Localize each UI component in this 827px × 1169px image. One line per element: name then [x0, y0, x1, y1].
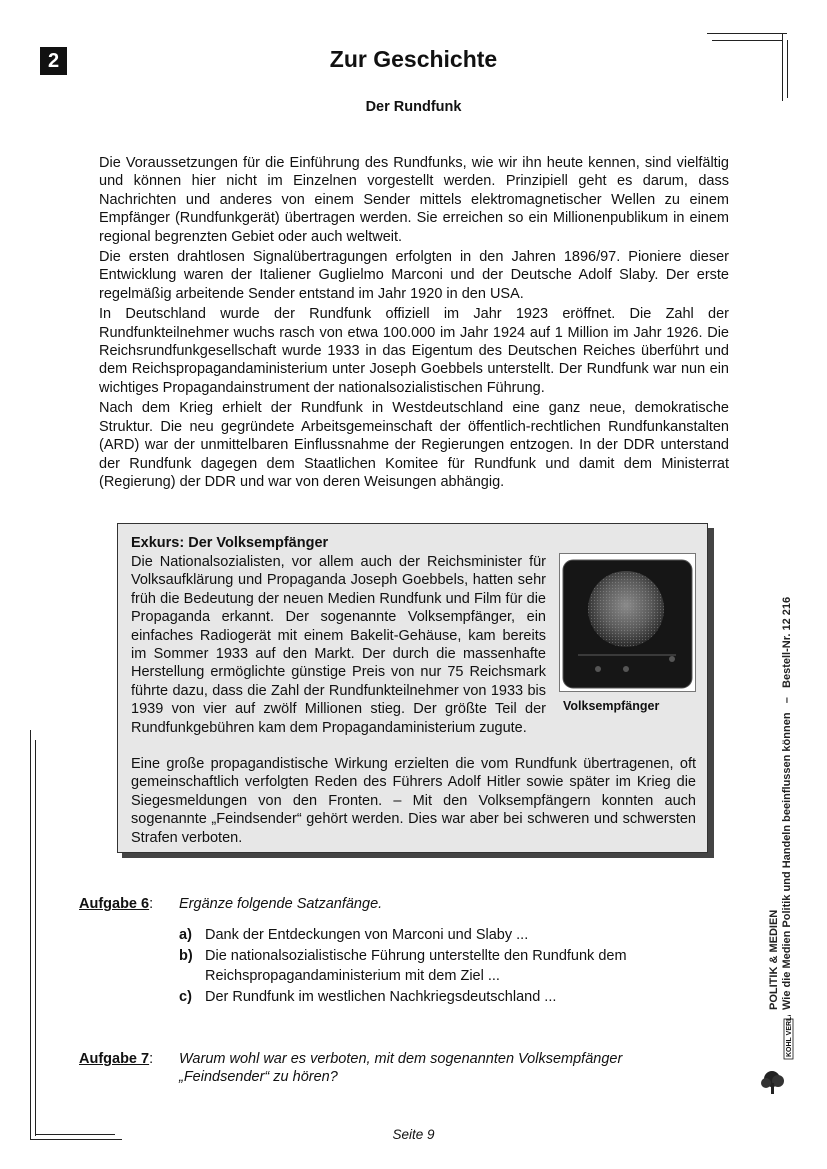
corner-line — [35, 740, 36, 1136]
volksempfaenger-image — [559, 553, 696, 692]
sidebar-series: POLITIK & MEDIEN — [768, 909, 780, 1010]
task6-label: Aufgabe 6 — [79, 896, 150, 912]
task7-instruction-line: Warum wohl war es verboten, mit dem sogenannten Volksempfänger — [179, 1051, 623, 1067]
paragraph: In Deutschland wurde der Rundfunk offiziell im Jahr 1923 eröffnet. Die Zahl der Rundfunkteilnehmer wuchs rasch von etwa 100.000 im Jahr 1924 auf 1 Million im Jahr 1926. Die Reichsrundfunkgesellschaft wurde 1933 in das Eigentum des Deutschen Reiches überführt und dem Reichspropagandaministerium unter Joseph Goebbels unterstellt. Der Rundfunk war nun ein wichtiges Propagandainstrument der nationalsozialistischen Führung. — [99, 306, 729, 396]
exkurs-text: Eine große propagandistische Wirkung erzielten die vom Rundfunk übertragenen, oft gemeinschaftlich verfolgten Reden des Führers Adolf Hitler sowie später im Krieg die Siegesmeldungen von den Fronten. – Mit den Volksempfängern konnten auch sogenannte „Feindsender“ gehört werden. Dies war aber bei schweren und schwersten Strafen verboten. — [131, 756, 696, 846]
sidebar-order-number: Bestell-Nr. 12 216 — [781, 596, 793, 688]
chapter-number-badge: 2 — [40, 47, 67, 75]
page-title: Zur Geschichte — [329, 46, 498, 72]
publisher-logo-text: KOHL VERLAG — [786, 1015, 793, 1057]
paragraph: Nach dem Krieg erhielt der Rundfunk in Westdeutschland eine ganz neue, demokratische Struktur. Die neu gegründete Arbeitsgemeinschaft der öffentlich-rechtlichen Rundfunkanstalten (ARD) war der unmittelbaren Einflussnahme der Regierungen entzogen. In der DDR unterstand der Rundfunk dagegen dem Staatlichen Komitee für Rundfunk und damit dem Ministerrat (Regierung) der DDR und war von deren Weisungen abhängig. — [99, 400, 729, 490]
item-letter: a) — [179, 927, 192, 943]
sidebar-text — [768, 597, 794, 1010]
radio-picture — [560, 554, 695, 691]
task7-instruction-line: „Feindsender“ zu hören? — [179, 1069, 338, 1086]
task6-label-wrap — [79, 895, 153, 913]
exkurs-heading: Exkurs: Der Volksempfänger — [131, 535, 329, 551]
corner-line — [30, 730, 31, 1140]
sidebar-book-title: Wie die Medien Politik und Handeln beeinflussen können — [781, 712, 793, 1010]
page-number: Seite 9 — [392, 1127, 435, 1142]
task6-item — [179, 987, 556, 1008]
paragraph: Die ersten drahtlosen Signalübertragungen erfolgten in den Jahren 1896/97. Pioniere dieser Entwicklung waren der Italiener Guglielmo Marconi und der Deutsche Adolf Slaby. Der erste regelmäßig arbeitende Sender entstand im Jahr 1920 in den USA. — [99, 249, 729, 302]
task7-colon: : — [149, 1051, 154, 1067]
item-letter: b) — [179, 948, 193, 964]
corner-line — [707, 33, 787, 34]
body-text — [99, 154, 729, 493]
task6-instruction: Ergänze folgende Satzanfänge. — [179, 896, 383, 912]
tree-logo-icon — [760, 1015, 796, 1095]
exkurs-text: Die Nationalsozialisten, vor allem auch der Reichsminister für Volksaufklärung und Propaganda Joseph Goebbels, hatten sehr früh die Bedeutung der neuen Medien Rundfunk und Film für die Propaganda erkannt. Der sogenannte Volksempfänger, ein einfaches Radiogerät mit einem Bakelit-Gehäuse, kam bereits im Sommer 1933 auf den Markt. Der durch die massenhafte Herstellung ermöglichte günstige Preis von nur 75 Reichsmark führte dazu, dass die Zahl der Rundfunkteilnehmer von 1933 bis 1939 von vier auf zwölf Millionen stieg. Der größte Teil der Rundfunkgebühren kam dem Propagandaministerium zugute. — [131, 554, 546, 736]
item-letter: c) — [179, 989, 192, 1005]
sidebar-separator: – — [781, 697, 793, 704]
item-text: Der Rundfunk im westlichen Nachkriegsdeutschland ... — [205, 989, 557, 1005]
task7-label: Aufgabe 7 — [79, 1051, 150, 1067]
task7-label-wrap — [79, 1050, 153, 1068]
paragraph: Die Voraussetzungen für die Einführung des Rundfunks, wie wir ihn heute kennen, sind vielfältig und können hier nicht im Einzelnen vorgestellt werden. Prinzipiell geht es darum, dass Nachrichten und anderes von einem Sender mittels elektromagnetischer Wellen zu einem Empfänger (Rundfunkgerät) übertragen werden. Sie erreichen so ein Millionenpublikum in einem regional begrenzten Gebiet oder auch weltweit. — [99, 155, 729, 245]
task7-instruction — [179, 1050, 622, 1087]
publisher-logo — [760, 1015, 796, 1095]
item-text: Die nationalsozialistische Führung unterstellte den Rundfunk dem — [205, 948, 627, 964]
item-text: Dank der Entdeckungen von Marconi und Slaby ... — [205, 927, 529, 943]
sidebar-book-info — [781, 597, 794, 1010]
image-caption: Volksempfänger — [563, 699, 660, 713]
task6-item — [179, 946, 627, 967]
task6-colon: : — [149, 896, 154, 912]
corner-line — [712, 40, 782, 41]
task6-item — [179, 925, 528, 946]
task6-item-continuation: Reichspropagandaministerium mit dem Ziel ... — [205, 968, 500, 984]
section-subtitle: Der Rundfunk — [365, 99, 462, 115]
